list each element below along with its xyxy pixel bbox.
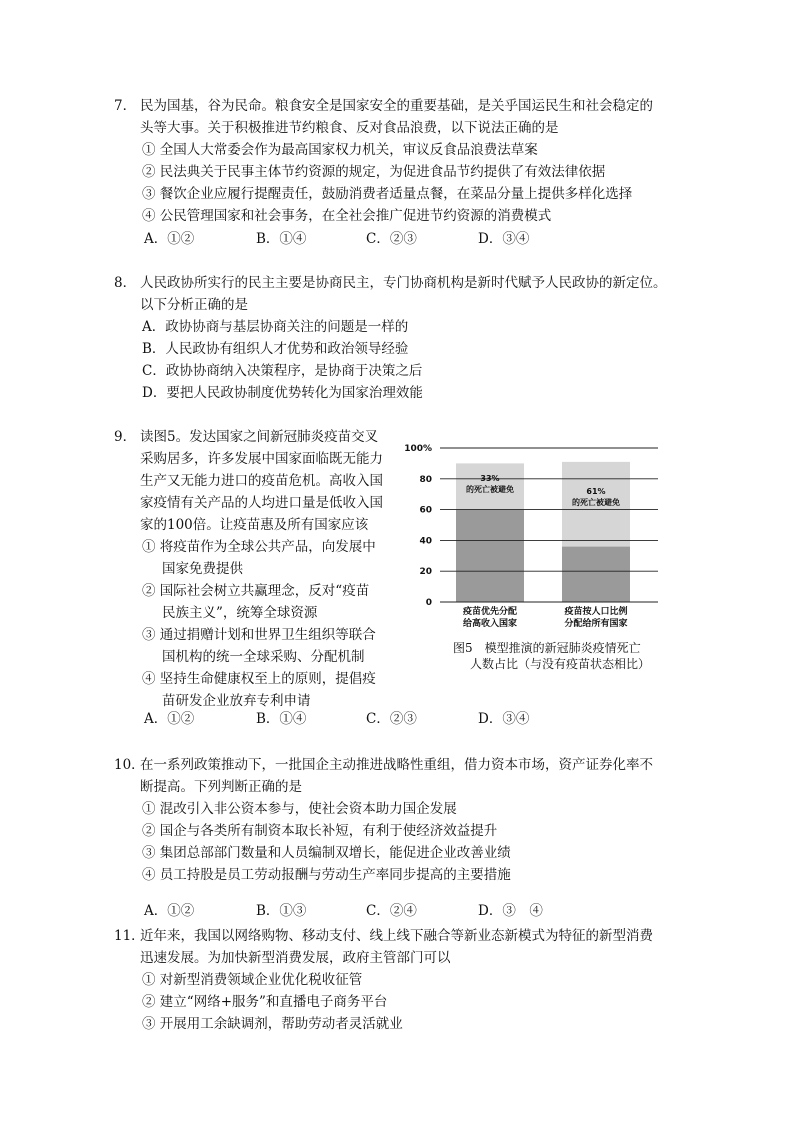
answer-choice-b: B．①④	[256, 711, 307, 727]
x-category-label: 疫苗按人口比例	[564, 607, 628, 617]
answer-choice-d: D．③④	[478, 231, 530, 247]
statement-item: ① 混改引入非公资本参与，使社会资本助力国企发展	[142, 801, 457, 817]
question-number: 10．	[114, 757, 145, 773]
y-tick-label: 40	[419, 536, 432, 547]
answer-choice-d: D．③④	[478, 711, 530, 727]
statement-item: ① 全国人大常委会作为最高国家权力机关，审议反食品浪费法草案	[142, 142, 538, 158]
statement-item: ④ 坚持生命健康权至上的原则，提倡疫	[142, 671, 376, 687]
figure-5-chart	[400, 440, 670, 630]
answer-choice-a: A．①②	[144, 903, 195, 919]
statement-item-cont: 国机构的统一全球采购、分配机制	[162, 649, 365, 665]
statement-item-cont: 国家免费提供	[162, 561, 243, 577]
statement-item: ③ 开展用工余缺调剂，帮助劳动者灵活就业	[142, 1016, 403, 1032]
answer-choice-d: D．③ ④	[478, 903, 543, 919]
answer-choice-a: A．政协协商与基层协商关注的问题是一样的	[142, 319, 409, 335]
statement-item: ② 国际社会树立共赢理念，反对“疫苗	[142, 583, 370, 599]
data-label: 的死亡被避免	[572, 498, 620, 508]
y-tick-label: 80	[419, 474, 432, 485]
question-stem: 家的100倍。让疫苗惠及所有国家应该	[140, 517, 369, 533]
question-stem: 头等大事。关于积极推进节约粮食、反对食品浪费，以下说法正确的是	[140, 120, 559, 136]
statement-item: ③ 集团总部部门数量和人员编制双增长，能促进企业改善业绩	[142, 845, 511, 861]
question-number: 11．	[114, 928, 145, 944]
question-number: 8．	[114, 275, 137, 291]
statement-item: ① 对新型消费领域企业优化税收征管	[142, 972, 363, 988]
y-tick-label: 20	[419, 567, 432, 578]
statement-item: ② 民法典关于民事主体节约资源的规定，为促进食品节约提供了有效法律依据	[142, 164, 606, 180]
statement-item: ④ 公民管理国家和社会事务，在全社会推广促进节约资源的消费模式	[142, 208, 552, 224]
statement-item-cont: 民族主义”，统筹全球资源	[162, 605, 318, 621]
answer-choice-b: B．人民政协有组织人才优势和政治领导经验	[142, 341, 409, 357]
question-number: 7．	[114, 98, 137, 114]
figure-caption: 图5 模型推演的新冠肺炎疫情死亡	[453, 641, 641, 655]
statement-item: ① 将疫苗作为全球公共产品，向发展中	[142, 539, 376, 555]
question-stem: 以下分析正确的是	[140, 297, 248, 313]
statement-item: ③ 通过捐赠计划和世界卫生组织等联合	[142, 627, 376, 643]
answer-choice-c: C．②③	[366, 231, 417, 247]
answer-choice-c: C．②③	[366, 711, 417, 727]
question-stem: 生产又无能力进口的疫苗危机。高收入国	[140, 473, 383, 489]
x-category-label: 疫苗优先分配	[462, 607, 518, 617]
answer-choice-c: C．②④	[366, 903, 417, 919]
question-stem: 断提高。下列判断正确的是	[140, 779, 302, 795]
answer-choice-b: B．①④	[256, 231, 307, 247]
statement-item: ③ 餐饮企业应履行提醒责任，鼓励消费者适量点餐，在菜品分量上提供多样化选择	[142, 186, 633, 202]
data-label: 61%	[586, 487, 606, 497]
figure-caption: 人数占比（与没有疫苗状态相比）	[470, 657, 651, 671]
x-category-label: 分配给所有国家	[564, 619, 628, 629]
question-stem: 近年来，我国以网络购物、移动支付、线上线下融合等新业态新模式为特征的新型消费	[140, 928, 653, 944]
statement-item: ② 建立“网络+服务”和直播电子商务平台	[142, 994, 388, 1010]
answer-choice-b: B．①③	[256, 903, 307, 919]
answer-choice-c: C．政协协商纳入决策程序，是协商于决策之后	[142, 363, 423, 379]
statement-item-cont: 苗研发企业放弃专利申请	[162, 693, 311, 709]
question-stem: 在一系列政策推动下，一批国企主动推进战略性重组，借力资本市场，资产证券化率不	[140, 757, 653, 773]
statement-item: ② 国企与各类所有制资本取长补短，有利于使经济效益提升	[142, 823, 498, 839]
answer-choice-a: A．①②	[144, 711, 195, 727]
data-label: 的死亡被避免	[466, 484, 514, 494]
question-stem: 采购居多，许多发展中国家面临既无能力	[140, 451, 383, 467]
question-stem: 民为国基，谷为民命。粮食安全是国家安全的重要基础，是关乎国运民生和社会稳定的	[140, 98, 653, 114]
y-tick-label: 60	[419, 505, 432, 516]
bar-segment-remaining	[456, 510, 524, 602]
statement-item: ④ 员工持股是员工劳动报酬与劳动生产率同步提高的主要措施	[142, 867, 511, 883]
question-stem: 迅速发展。为加快新型消费发展，政府主管部门可以	[140, 950, 451, 966]
y-tick-label: 0	[425, 598, 432, 608]
question-stem: 家疫情有关产品的人均进口量是低收入国	[140, 495, 383, 511]
answer-choice-a: A．①②	[144, 231, 195, 247]
bar-segment-remaining	[562, 547, 630, 602]
question-stem: 读图5。发达国家之间新冠肺炎疫苗交叉	[140, 429, 379, 445]
x-category-label: 给高收入国家	[462, 619, 518, 629]
answer-choice-d: D．要把人民政协制度优势转化为国家治理效能	[142, 385, 423, 401]
question-number: 9．	[114, 429, 137, 445]
question-stem: 人民政协所实行的民主主要是协商民主，专门协商机构是新时代赋予人民政协的新定位。	[140, 275, 667, 291]
y-tick-label: 100%	[404, 444, 432, 454]
data-label: 33%	[480, 473, 500, 483]
